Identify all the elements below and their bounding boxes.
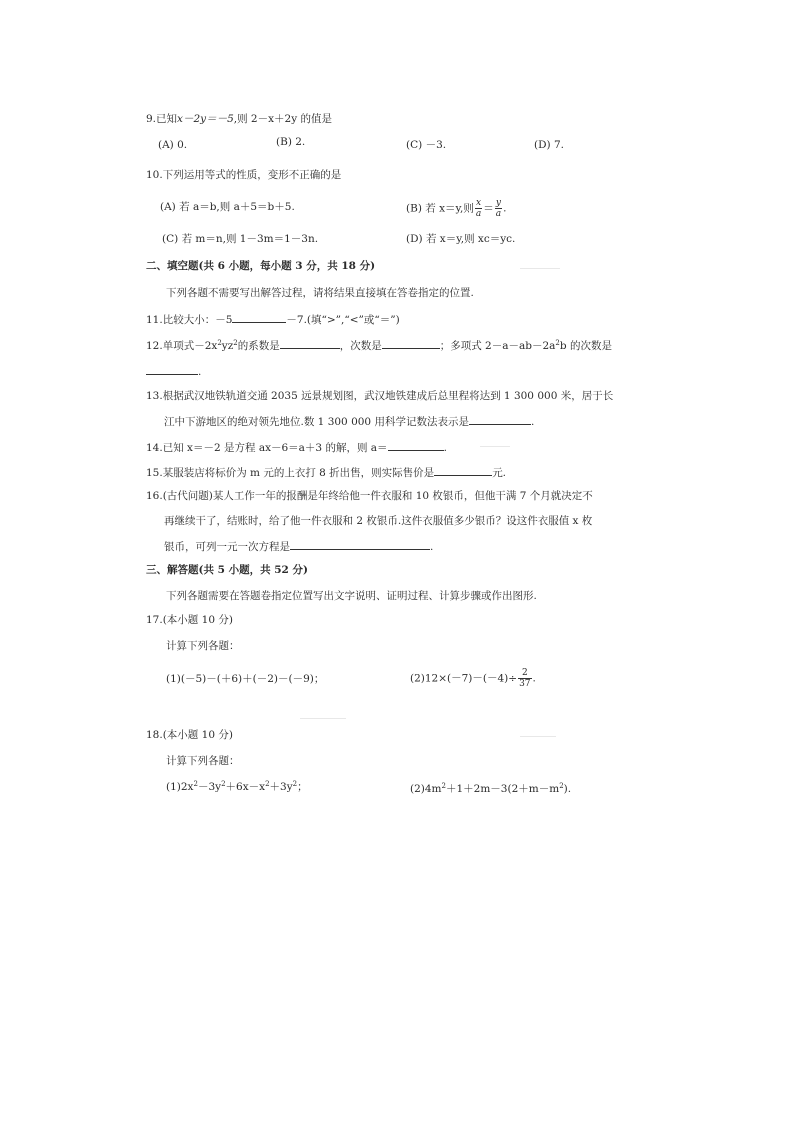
scan-speck (520, 268, 560, 269)
question-18-prompt: 计算下列各题： (166, 755, 240, 767)
question-18-title: 18.(本小题 10 分) (146, 729, 233, 741)
question-13-line-2 (164, 413, 534, 429)
q9-option-d: (D) 7. (534, 139, 564, 151)
frac-denominator: 37 (519, 679, 531, 689)
q12-mid-5: b 的次数是 (559, 340, 612, 352)
q10-option-a: (A) 若 a＝b,则 a＋5＝b＋5. (160, 201, 295, 213)
q18-p2-a: (2)4m (410, 783, 442, 795)
q10-option-c: (C) 若 m＝n,则 1－3m＝1－3n. (162, 233, 319, 245)
q17-part2-end: . (532, 672, 536, 685)
question-17-title: 17.(本小题 10 分) (146, 614, 233, 626)
q15-pre: 15.某服装店将标价为 m 元的上衣打 8 折出售，则实际售价是 (146, 467, 435, 479)
section-2-header: 二、填空题(共 6 小题，每小题 3 分，共 18 分) (146, 260, 376, 272)
q12-mid-3: ，次数是 (339, 340, 382, 352)
q17-frac-2-over-37 (518, 668, 531, 689)
scan-speck (480, 446, 510, 447)
frac-numerator: 2 (518, 668, 531, 679)
q14-end: . (443, 442, 447, 454)
q10-frac-y-over-a (495, 198, 502, 219)
question-10-stem: 10.下列运用等式的性质，变形不正确的是 (146, 169, 342, 181)
frac-denominator: a (475, 209, 482, 219)
question-14 (146, 439, 447, 455)
q11-pre: 11.比较大小：－5 (146, 314, 233, 326)
q12-mid-4: ；多项式 2－a－ab－2a (439, 340, 556, 352)
question-17-part-1: (1)(－5)－(＋6)＋(－2)－(－9)； (166, 673, 325, 685)
q12-mid-1: yz (221, 340, 234, 352)
q13-line2-end: . (530, 416, 535, 428)
question-12-cont (146, 363, 201, 379)
q12-end: . (198, 366, 202, 378)
q18-p1-exp-2: 2 (221, 780, 226, 788)
answer-blank (388, 439, 444, 451)
q9-option-a: (A) 0. (158, 139, 188, 151)
frac-numerator: x (476, 198, 482, 208)
q18-p1-c: ＋6x－x (225, 781, 266, 793)
question-17-part-2 (410, 668, 536, 689)
q10-option-b (406, 198, 506, 219)
q10-equals: ＝ (483, 202, 494, 215)
q16-line3-pre: 银币，可列一元一次方程是 (164, 541, 290, 553)
question-18-part-2 (410, 782, 571, 796)
q17-part2-pre: (2)12×(－7)－(－4)÷ (410, 672, 518, 685)
q10-option-b-end: . (503, 202, 507, 215)
answer-blank (382, 337, 440, 349)
q18-p2-c: ). (563, 783, 572, 795)
q16-line3-end: . (430, 541, 434, 553)
scan-speck (300, 718, 346, 719)
q12-exp-3: 2 (555, 339, 560, 347)
q18-p2-exp-1: 2 (441, 782, 446, 790)
q14-pre: 14.已知 x＝－2 是方程 ax－6＝a＋3 的解，则 a＝ (146, 442, 388, 454)
q18-p1-exp-4: 2 (292, 780, 298, 788)
q13-line2-pre: 江中下游地区的绝对领先地位.数 1 300 000 用科学记数法表示是 (164, 416, 469, 428)
q10-frac-x-over-a (475, 198, 482, 219)
q18-p1-e: ； (297, 781, 308, 793)
q18-p1-exp-1: 2 (193, 780, 198, 788)
q9-stem-math: x－2y＝－5 (177, 113, 234, 125)
question-9-stem (146, 112, 332, 126)
q9-stem-pre: 9.已知 (146, 113, 178, 125)
question-17-prompt: 计算下列各题： (166, 640, 240, 652)
question-15 (146, 464, 506, 480)
question-18-part-1 (166, 780, 308, 794)
q10-option-d: (D) 若 x＝y,则 xc＝yc. (406, 233, 516, 245)
q9-option-b: (B) 2. (276, 136, 306, 148)
q12-pre: 12.单项式－2x (146, 340, 218, 352)
answer-blank (434, 464, 492, 476)
q18-p1-a: (1)2x (166, 781, 194, 793)
q18-p1-exp-3: 2 (265, 780, 270, 788)
question-16-line-2: 再继续干了，结账时，给了他一件衣服和 2 枚银币.这件衣服值多少银币？设这件衣服值 x 枚 (164, 515, 593, 527)
frac-numerator: y (495, 198, 501, 208)
question-11 (146, 311, 400, 327)
question-13-line-1: 13.根据武汉地铁轨道交通 2035 远景规划图，武汉地铁建成后总里程将达到 1 300 000 米，居于长 (146, 390, 614, 402)
q18-p1-b: －3y (197, 781, 222, 793)
q18-p2-b: ＋1＋2m－3(2＋m－m (445, 783, 560, 795)
frac-denominator: a (495, 209, 502, 219)
q12-mid-2: 的系数是 (237, 340, 280, 352)
q9-stem-post: ,则 2－x＋2y 的值是 (233, 113, 332, 125)
answer-blank (146, 363, 198, 375)
question-16-line-3 (164, 538, 433, 554)
q18-p1-d: ＋3y (269, 781, 293, 793)
q12-exp-2: 2 (233, 339, 238, 347)
q18-p2-exp-2: 2 (559, 782, 564, 790)
answer-blank (290, 538, 430, 550)
q12-exp-1: 2 (217, 339, 222, 347)
q11-post: －7.(填“>”,“<”或“＝”) (286, 314, 400, 326)
q15-end: 元. (492, 467, 507, 479)
answer-blank (232, 311, 286, 323)
q10-option-b-pre: (B) 若 x＝y,则 (406, 202, 474, 215)
section-3-instruction: 下列各题需要在答题卷指定位置写出文字说明、证明过程、计算步骤或作出图形. (166, 590, 537, 602)
question-12 (146, 337, 612, 353)
question-16-line-1: 16.(古代问题)某人工作一年的报酬是年终给他一件衣服和 10 枚银币，但他干满 7 个月就决定不 (146, 490, 593, 502)
section-3-header: 三、解答题(共 5 小题，共 52 分) (146, 564, 308, 576)
scan-speck (520, 736, 556, 737)
answer-blank (469, 413, 531, 425)
answer-blank (280, 337, 340, 349)
q9-option-c: (C) －3. (406, 139, 447, 151)
section-2-instruction: 下列各题不需要写出解答过程，请将结果直接填在答卷指定的位置. (166, 287, 474, 299)
